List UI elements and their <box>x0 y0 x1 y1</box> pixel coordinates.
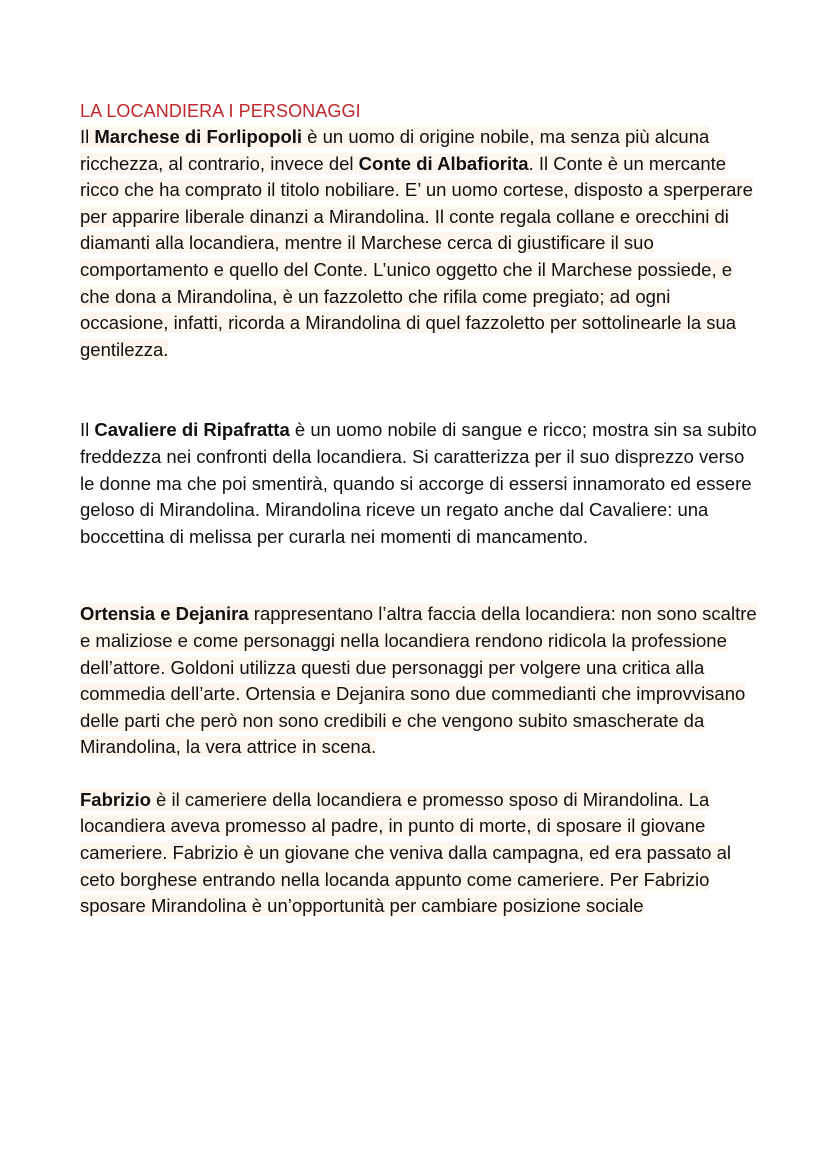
paragraph-highlight <box>80 789 731 916</box>
character-name-cavaliere: Cavaliere di Ripafratta <box>94 419 290 441</box>
paragraph-highlight <box>80 126 753 360</box>
text-run: Il <box>80 126 95 147</box>
character-name-fabrizio: Fabrizio <box>80 788 151 810</box>
text-run: . Il Conte è un mercante ricco che ha comprato il titolo nobiliare. E’ un uomo cortese, disposto a sperperare per apparire liberale dinanzi a Mirandolina. Il conte regala collane e orecchini di diamanti alla locandiera, mentre il Marchese cerca di giustificare il suo comportamento e quello del Conte. L’unico oggetto che il Marchese possiede, e che dona a Mirandolina, è un fazzoletto che rifila come pregiato; ad ogni occasione, infatti, ricorda a Mirandolina di quel fazzoletto per sottolinearle la sua gentilezza. <box>80 152 753 360</box>
paragraph-cavaliere <box>80 417 760 550</box>
text-run: è il cameriere della locandiera e promesso sposo di Mirandolina. La locandiera aveva promesso al padre, in punto di morte, di sposare il giovane cameriere. Fabrizio è un giovane che veniva dalla campagna, ed era passato al ceto borghese entrando nella locanda appunto come cameriere. Per Fabrizio sposare Mirandolina è un’opportunità per cambiare posizione sociale <box>80 788 731 917</box>
text-run: rappresentano l’altra faccia della locandiera: non sono scaltre e maliziose e come personaggi nella locandiera rendono ridicola la professione dell’attore. Goldoni utilizza questi due personaggi per volgere una critica alla commedia dell’arte. Ortensia e Dejanira sono due commedianti che improvvisano delle parti che però non sono credibili e che vengono subito smascherate da Mirandolina, la vera attrice in scena. <box>80 603 757 758</box>
character-name-ortensia-dejanira: Ortensia e Dejanira <box>80 603 249 625</box>
paragraph-fabrizio <box>80 787 760 920</box>
paragraph-highlight <box>80 603 757 757</box>
character-name-marchese: Marchese di Forlipopoli <box>94 126 303 147</box>
document-body <box>80 98 760 920</box>
text-run: è un uomo nobile di sangue e ricco; mostra sin sa subito freddezza nei confronti della locandiera. Si caratterizza per il suo disprezzo verso le donne ma che poi smentirà, quando si accorge di essersi innamorato ed essere geloso di Mirandolina. Mirandolina riceve un regato anche dal Cavaliere: una boccettina di melissa per curarla nei momenti di mancamento. <box>80 419 757 547</box>
text-run: è un uomo di origine nobile, ma senza più alcuna ricchezza, al contrario, invece del <box>80 126 710 174</box>
character-name-conte: Conte di Albafiorita <box>358 152 529 174</box>
text-run: Il <box>80 419 95 441</box>
paragraph-marchese-conte <box>80 124 760 363</box>
paragraph-ortensia-dejanira <box>80 601 760 761</box>
document-title: LA LOCANDIERA I PERSONAGGI <box>80 101 361 121</box>
